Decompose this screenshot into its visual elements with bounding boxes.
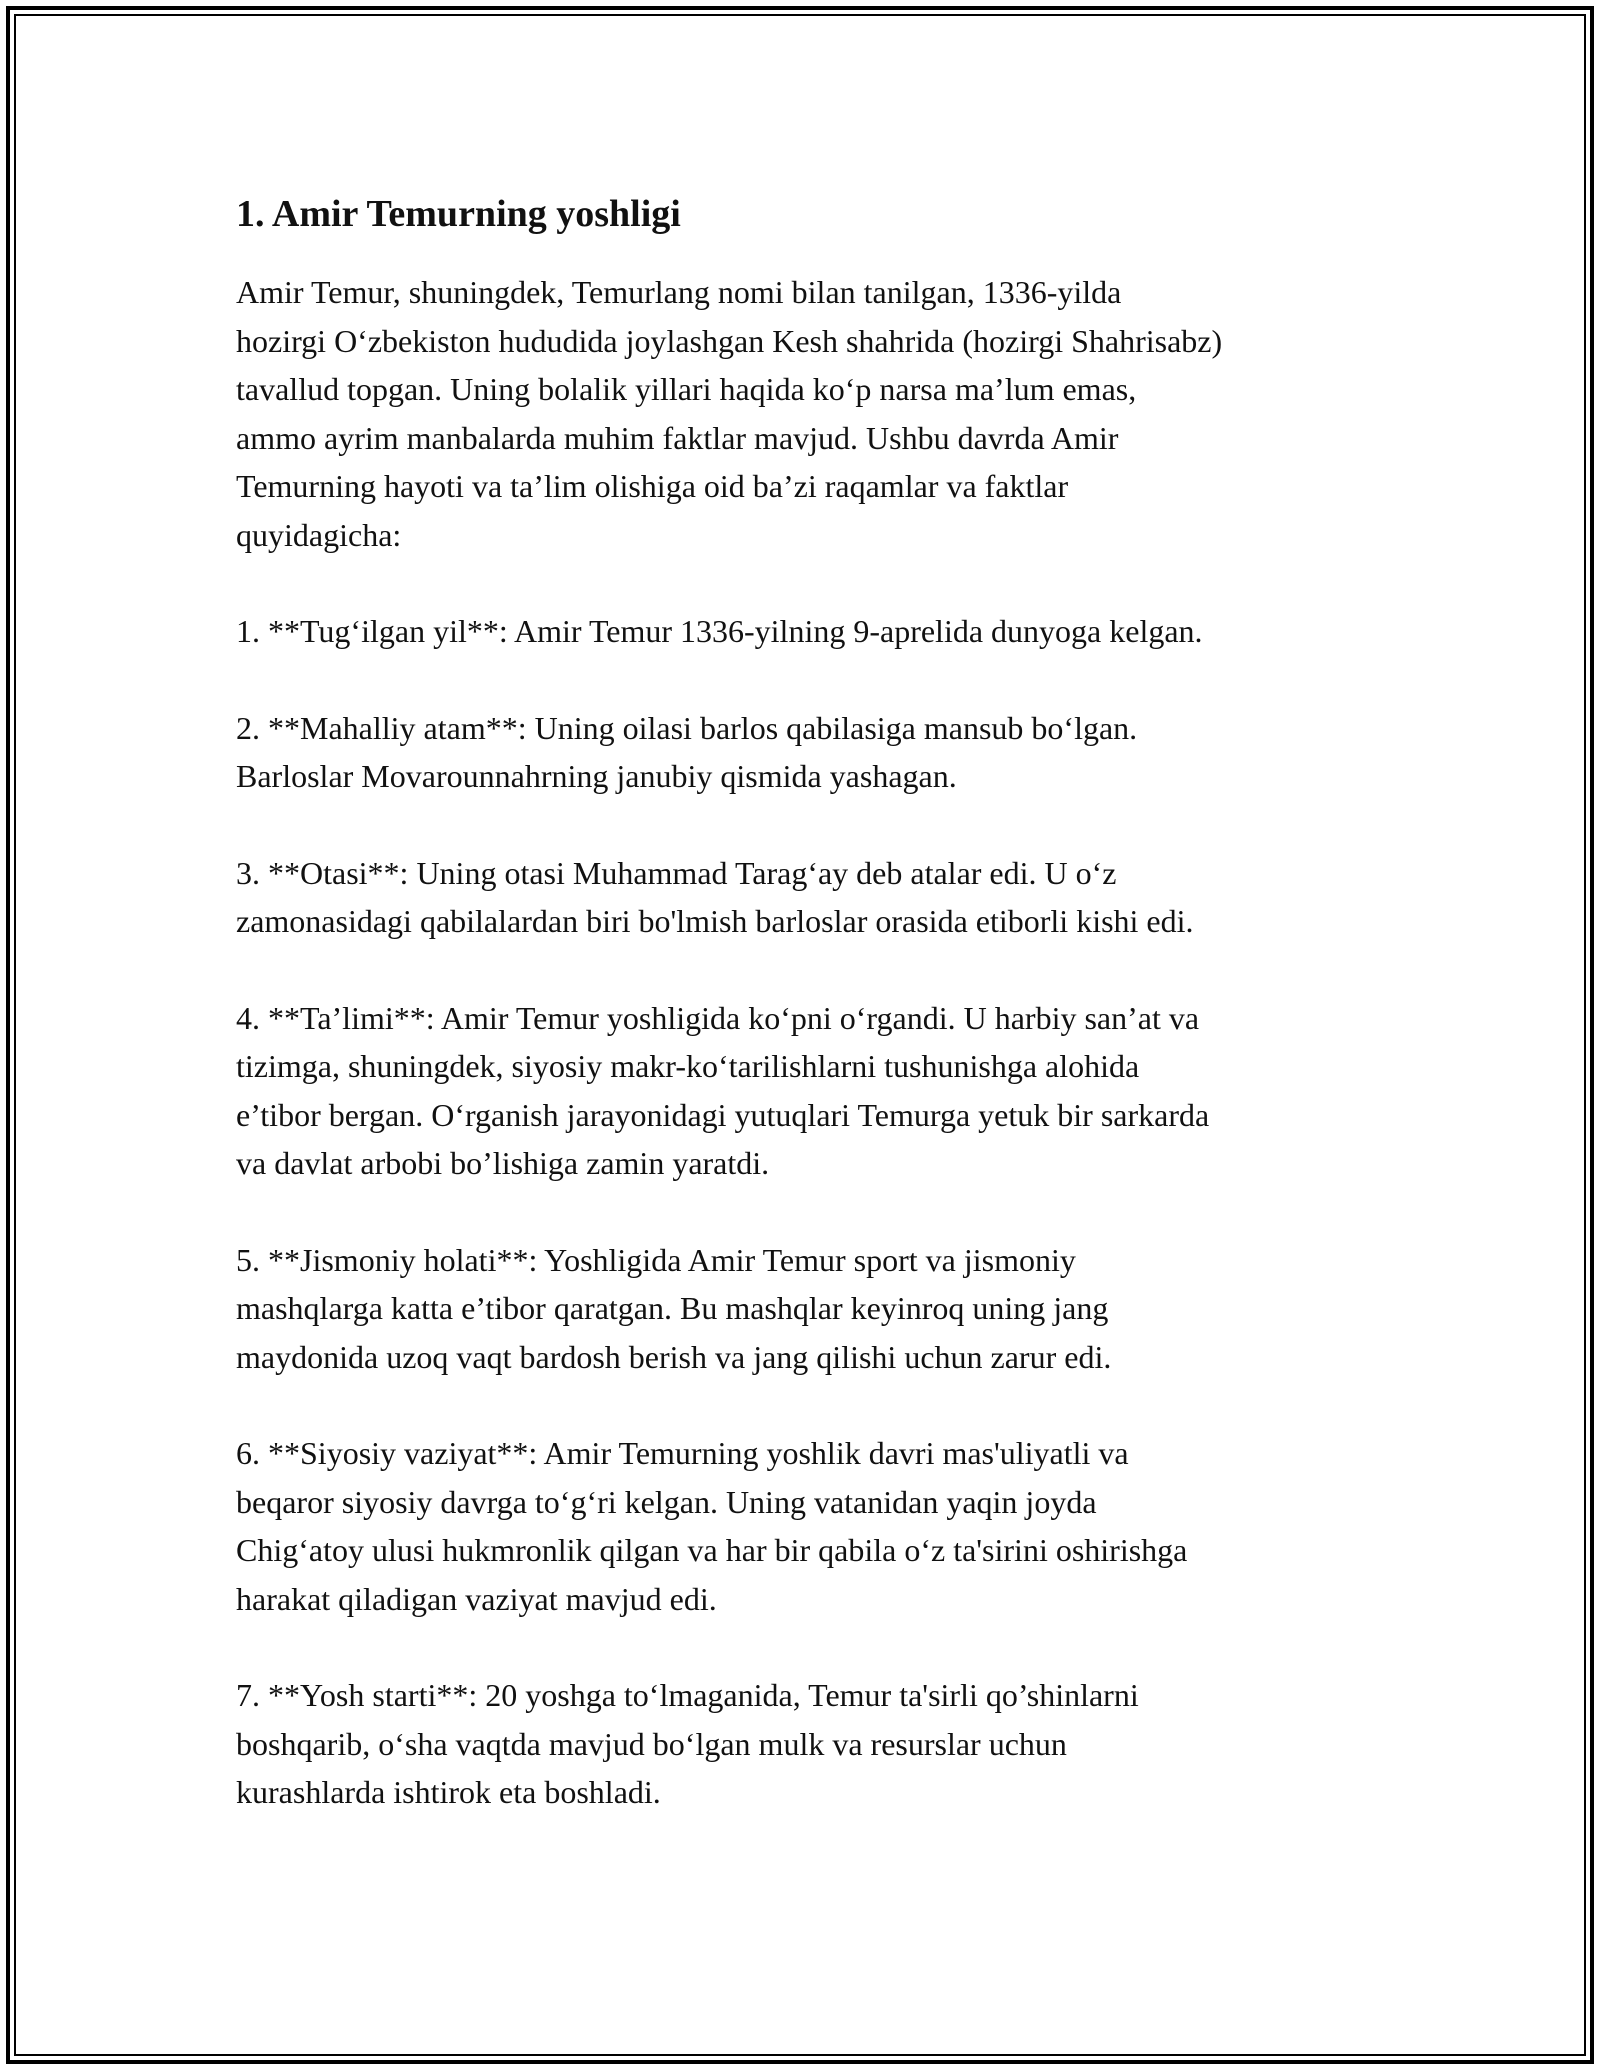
item-line: maydonida uzoq vaqt bardosh berish va jang qilishi uchun zarur edi.: [236, 1338, 1112, 1375]
intro-line: quyidagicha:: [236, 516, 402, 553]
item-line: tizimga, shuningdek, siyosiy makr-ko‘tarilishlarni tushunishga alohida: [236, 1048, 1140, 1084]
item-line: harakat qiladigan vaziyat mavjud edi.: [236, 1580, 717, 1617]
list-item-local-tribe: [236, 704, 1386, 801]
intro-line: Temurning hayoti va ta’lim olishiga oid ba’zi raqamlar va faktlar: [236, 468, 1069, 504]
list-item-physical-condition: [236, 1236, 1386, 1382]
list-item-young-start: [236, 1671, 1386, 1817]
intro-line: hozirgi O‘zbekiston hududida joylashgan Kesh shahrida (hozirgi Shahrisabz): [236, 322, 1223, 359]
list-item-education: [236, 994, 1386, 1188]
item-line: 6. **Siyosiy vaziyat**: Amir Temurning yoshlik davri mas'uliyatli va: [236, 1435, 1129, 1471]
item-line: mashqlarga katta e’tibor qaratgan. Bu mashqlar keyinroq uning jang: [236, 1290, 1109, 1326]
item-line: 1. **Tug‘ilgan yil**: Amir Temur 1336-yilning 9-aprelida dunyoga kelgan.: [236, 613, 1203, 649]
item-line: va davlat arbobi bo’lishiga zamin yaratdi.: [236, 1145, 770, 1181]
intro-line: Amir Temur, shuningdek, Temurlang nomi bilan tanilgan, 1336-yilda: [236, 274, 1122, 310]
list-item-father: [236, 849, 1386, 946]
list-item-political-situation: [236, 1429, 1386, 1623]
item-line: e’tibor bergan. O‘rganish jarayonidagi yutuqlari Temurga yetuk bir sarkarda: [236, 1096, 1210, 1133]
item-line: 7. **Yosh starti**: 20 yoshga to‘lmaganida, Temur ta'sirli qo’shinlarni: [236, 1677, 1139, 1713]
document-body: [236, 188, 1386, 1865]
item-line: Chig‘atoy ulusi hukmronlik qilgan va har bir qabila o‘z ta'sirini oshirishga: [236, 1532, 1188, 1568]
item-line: boshqarib, o‘sha vaqtda mavjud bo‘lgan mulk va resurslar uchun: [236, 1725, 1067, 1762]
item-line: 3. **Otasi**: Uning otasi Muhammad Tarag‘ay deb atalar edi. U o‘z: [236, 854, 1117, 891]
item-line: zamonasidagi qabilalardan biri bo'lmish barloslar orasida etiborli kishi edi.: [236, 903, 1194, 939]
item-line: 5. **Jismoniy holati**: Yoshligida Amir Temur sport va jismoniy: [236, 1241, 1076, 1278]
item-line: beqaror siyosiy davrga to‘g‘ri kelgan. Uning vatanidan yaqin joyda: [236, 1483, 1097, 1520]
intro-line: ammo ayrim manbalarda muhim faktlar mavjud. Ushbu davrda Amir: [236, 419, 1119, 456]
item-line: 2. **Mahalliy atam**: Uning oilasi barlos qabilasiga mansub bo‘lgan.: [236, 709, 1138, 746]
section-heading: 1. Amir Temurning yoshligi: [236, 193, 681, 235]
item-line: 4. **Ta’limi**: Amir Temur yoshligida ko‘pni o‘rgandi. U harbiy san’at va: [236, 999, 1200, 1036]
intro-paragraph: [236, 268, 1386, 559]
list-item-birth-year: [236, 607, 1386, 656]
item-line: kurashlarda ishtirok eta boshladi.: [236, 1774, 661, 1810]
item-line: Barloslar Movarounnahrning janubiy qismida yashagan.: [236, 758, 957, 794]
intro-line: tavallud topgan. Uning bolalik yillari haqida ko‘p narsa ma’lum emas,: [236, 371, 1137, 407]
